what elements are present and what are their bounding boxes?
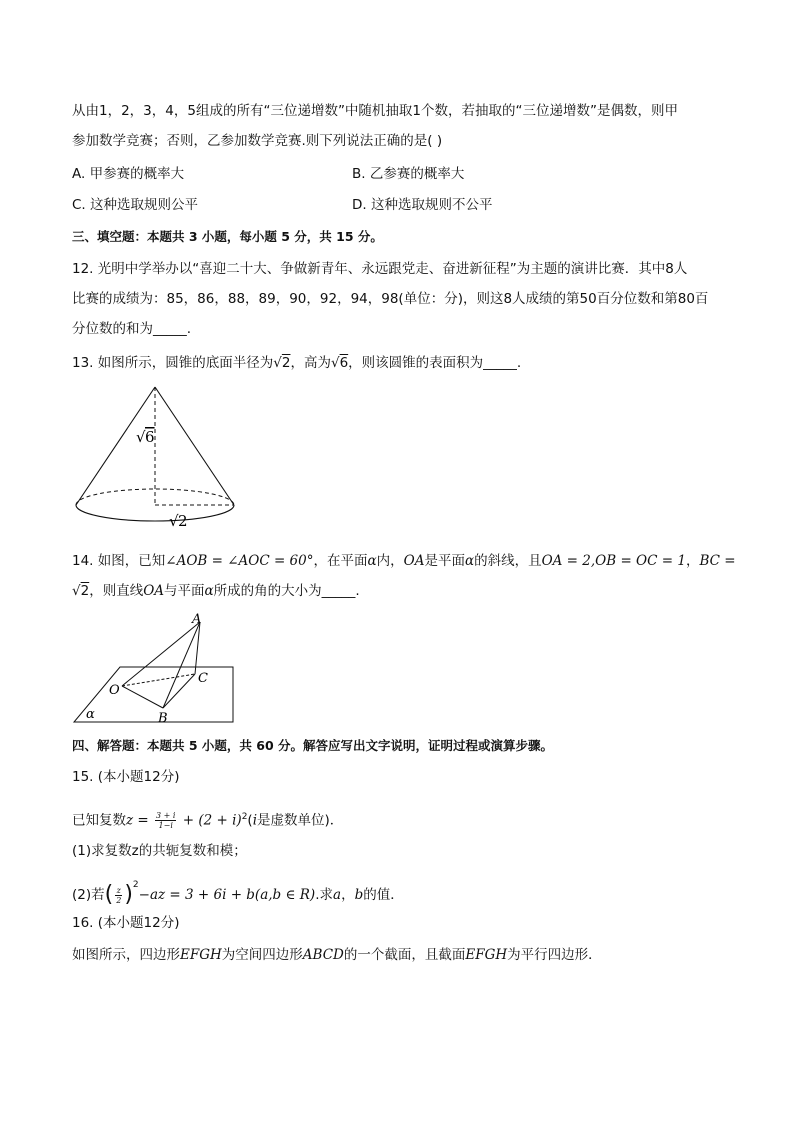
- q12-line2: 比赛的成绩为：85，86，88，89，90，92，94，98(单位：分)，则这8人成绩的第50百分位数和第80百: [72, 291, 709, 307]
- radius-sqrt-sign: √: [169, 512, 179, 530]
- q15-part1: (1)求复数z的共轭复数和模；: [72, 843, 247, 859]
- cone-right-edge: [155, 387, 234, 505]
- option-b: B. 乙参赛的概率大: [352, 166, 465, 182]
- label-O: O: [109, 683, 120, 698]
- cone-left-edge: [76, 387, 155, 505]
- q12-line1: 12. 光明中学举办以“喜迎二十大、争做新青年、永远跟党走、奋进新征程”为主题的演讲比赛．其中8人: [72, 261, 688, 277]
- q14-line1: 14. 如图，已知∠AOB = ∠AOC = 60°，在平面α内，OA是平面α的斜线，且OA = 2,OB = OC = 1，BC =: [72, 553, 736, 569]
- q15-head: 15. (本小题12分): [72, 769, 180, 785]
- edge-OC: [122, 674, 195, 686]
- edge-AO: [122, 622, 200, 686]
- q15-part2: (2)若( $\frac{z}{2}$ )$^2$−az = 3 + 6i + b(a,b ∈ R).求a，b的值．: [72, 880, 404, 907]
- q15-stem: 已知复数z = $\frac{3 + i}{1-i}$ + $(2 + i)^2(i$是虚数单位)．: [72, 811, 344, 830]
- label-alpha: α: [86, 707, 95, 722]
- cone-figure: [70, 384, 240, 534]
- q16-head: 16. (本小题12分): [72, 915, 180, 931]
- height-label: 6: [145, 428, 155, 446]
- section4-title: 四、解答题：本题共 5 小题，共 60 分。解答应写出文字说明，证明过程或演算步骤。: [72, 738, 554, 753]
- section3-title: 三、填空题：本题共 3 小题，每小题 5 分，共 15 分。: [72, 229, 383, 244]
- q15-fraction: $\frac{3 + i}{1-i}$: [156, 811, 176, 830]
- q16-stem: 如图所示，四边形EFGH为空间四边形ABCD的一个截面，且截面EFGH为平行四边形．: [72, 947, 602, 963]
- edge-AC: [195, 622, 200, 674]
- radius-label: 2: [178, 512, 188, 530]
- edge-BC: [163, 674, 195, 708]
- option-c: C. 这种选取规则公平: [72, 197, 199, 213]
- label-A: A: [192, 612, 202, 627]
- q13-text: 13. 如图所示，圆锥的底面半径为√2，高为√6，则该圆锥的表面积为_____.: [72, 355, 522, 371]
- q14-line2: √2，则直线OA与平面α所成的角的大小为_____.: [72, 583, 360, 599]
- label-C: C: [198, 671, 208, 686]
- label-B: B: [158, 711, 168, 726]
- edge-OB: [122, 686, 163, 708]
- q11-line2: 参加数学竞赛；否则，乙参加数学竞赛.则下列说法正确的是( ): [72, 133, 443, 149]
- base-front-arc: [76, 505, 234, 521]
- q13-radius: 2: [281, 355, 291, 371]
- height-sqrt-sign: √: [136, 428, 146, 446]
- edge-AB: [163, 622, 200, 708]
- plane-alpha: [74, 667, 233, 722]
- q13-height: 6: [339, 355, 349, 371]
- q12-line3: 分位数的和为_____.: [72, 321, 192, 337]
- q11-line1: 从由1，2，3，4，5组成的所有“三位递增数”中随机抽取1个数，若抽取的“三位递增数”是偶数，则甲: [72, 103, 679, 119]
- option-d: D. 这种选取规则不公平: [352, 197, 493, 213]
- plane-figure: [70, 608, 240, 728]
- option-a: A. 甲参赛的概率大: [72, 166, 185, 182]
